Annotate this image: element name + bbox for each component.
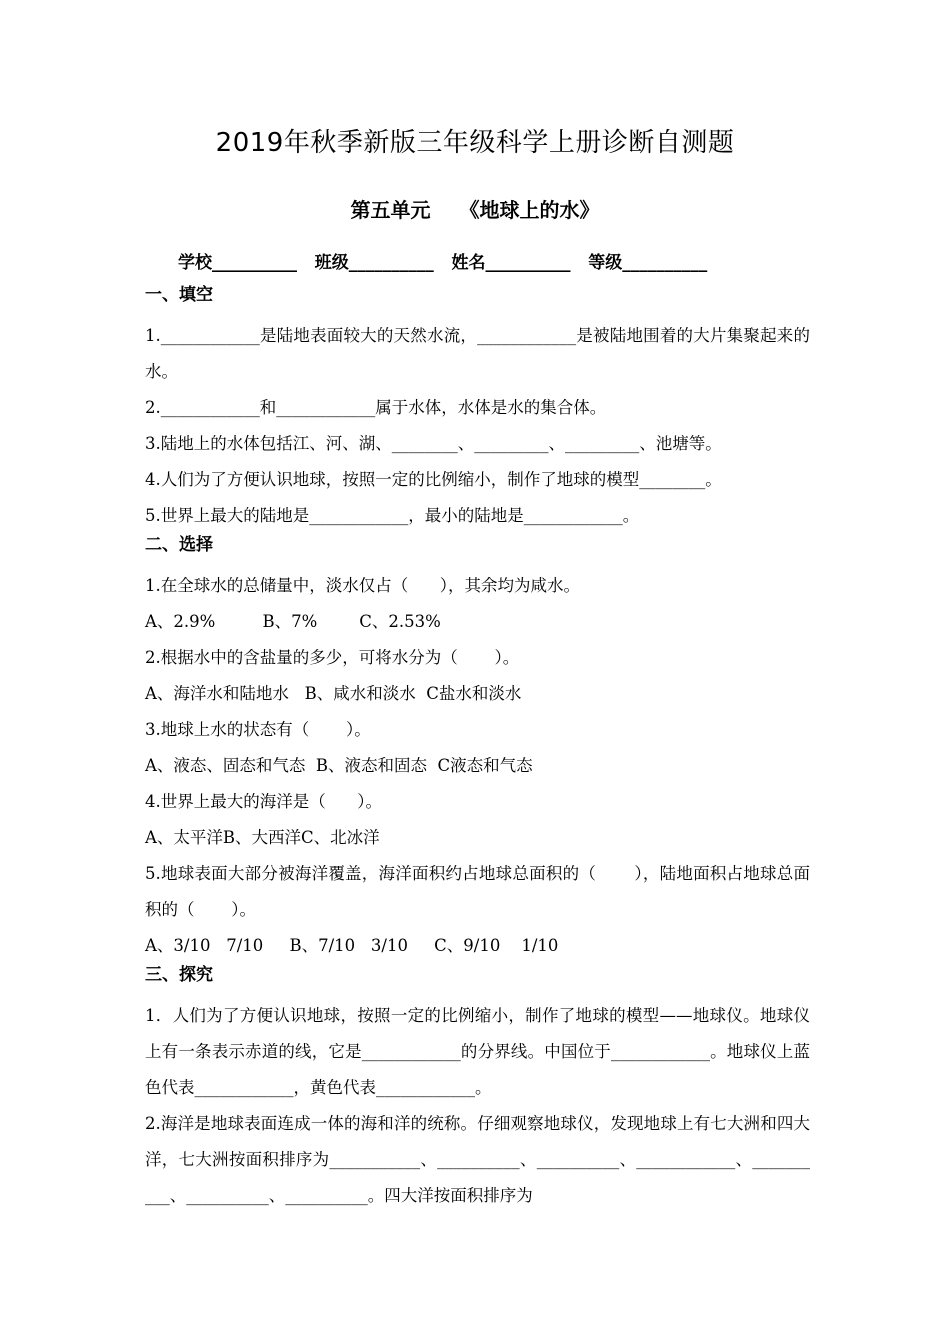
section-heading-fill: 一、填空 <box>145 285 213 305</box>
choice-options-3: A、液态、固态和气态 B、液态和固态 C液态和气态 <box>145 756 533 775</box>
choice-options-1: A、2.9% B、7% C、2.53% <box>145 612 441 631</box>
student-info-line: 学校__________ 班级__________ 姓名__________ 等级__________ <box>178 253 708 273</box>
choice-question-4: 4.世界上最大的海洋是（ ）。 <box>145 792 382 811</box>
section-heading-choice: 二、选择 <box>145 535 213 555</box>
page-title: 2019年秋季新版三年级科学上册诊断自测题 <box>215 128 735 158</box>
explore-question-2: 2.海洋是地球表面连成一体的海和洋的统称。仔细观察地球仪，发现地球上有七大洲和四大洋，七大洲按面积排序为___________、__________、__________、____________、__________、__________、__________。四大洋按面积排序为 <box>145 1114 810 1205</box>
choice-options-2: A、海洋水和陆地水 B、咸水和淡水 C盐水和淡水 <box>145 684 522 703</box>
choice-question-2: 2.根据水中的含盐量的多少，可将水分为（ ）。 <box>145 648 520 667</box>
fill-question-2: 2.____________和____________属于水体，水体是水的集合体。 <box>145 398 607 417</box>
choice-question-1: 1.在全球水的总储量中，淡水仅占（ ），其余均为咸水。 <box>145 576 580 595</box>
choice-question-3: 3.地球上水的状态有（ ）。 <box>145 720 371 739</box>
choice-options-5: A、3/10 7/10 B、7/10 3/10 C、9/10 1/10 <box>145 936 559 955</box>
choice-options-4: A、太平洋B、大西洋C、北冰洋 <box>145 828 380 847</box>
worksheet-content <box>145 284 810 1214</box>
fill-question-1: 1.____________是陆地表面较大的天然水流，____________是被陆地围着的大片集聚起来的水。 <box>145 326 810 381</box>
unit-subtitle: 第五单元 《地球上的水》 <box>350 198 600 222</box>
fill-question-5: 5.世界上最大的陆地是____________，最小的陆地是____________。 <box>145 506 640 525</box>
choice-question-5: 5.地球表面大部分被海洋覆盖，海洋面积约占地球总面积的（ ），陆地面积占地球总面积的（ ）。 <box>145 864 810 919</box>
fill-question-4: 4.人们为了方便认识地球，按照一定的比例缩小，制作了地球的模型________。 <box>145 470 722 489</box>
explore-question-1: 1．人们为了方便认识地球，按照一定的比例缩小，制作了地球的模型——地球仪。地球仪上有一条表示赤道的线，它是____________的分界线。中国位于____________。地球仪上蓝色代表____________，黄色代表____________。 <box>145 1006 811 1097</box>
fill-question-3: 3.陆地上的水体包括江、河、湖、________、_________、_________、池塘等。 <box>145 434 722 453</box>
section-heading-explore: 三、探究 <box>145 965 213 985</box>
